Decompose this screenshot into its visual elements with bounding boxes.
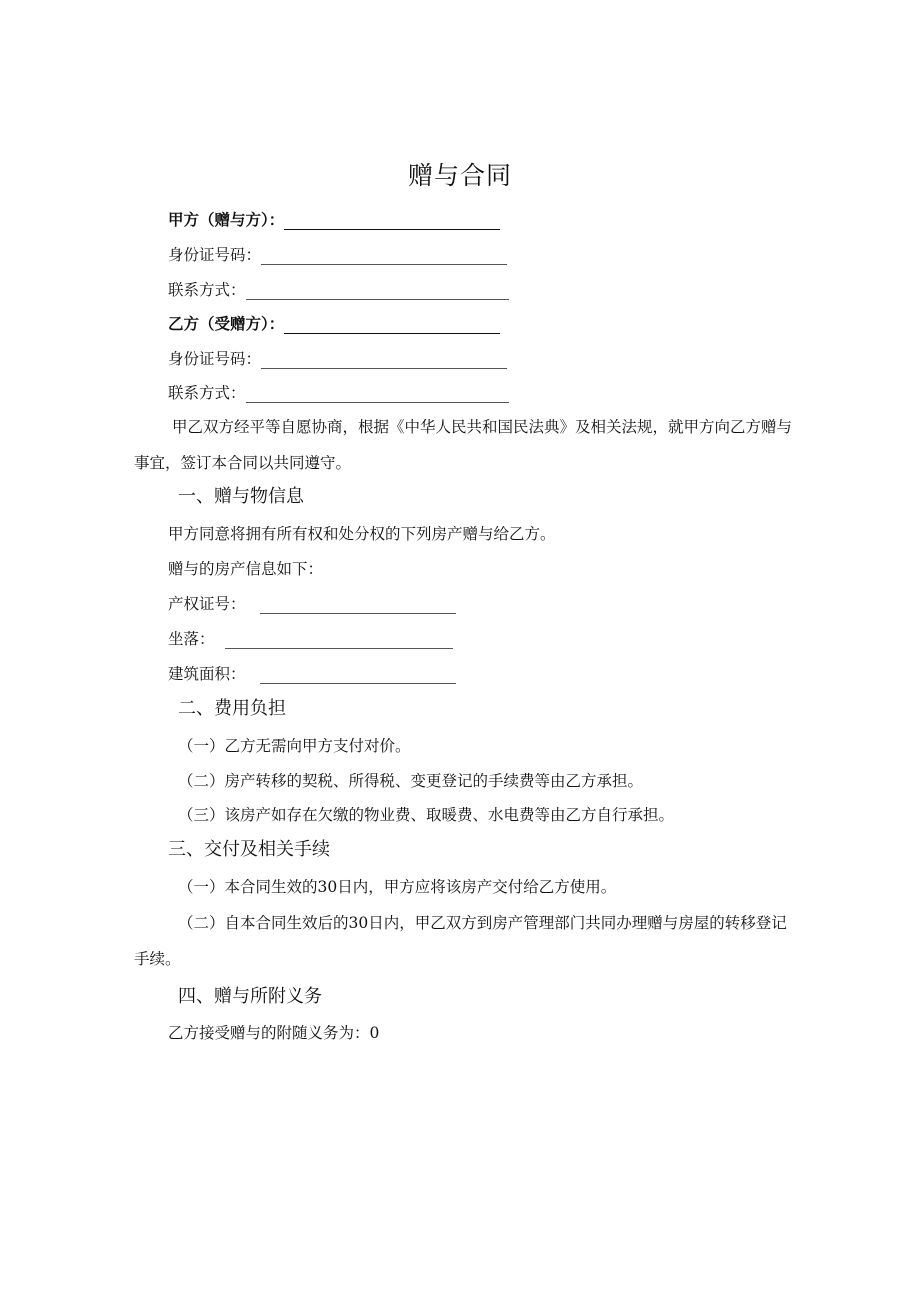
section-3-item: （二）自本合同生效后的30日内，甲乙双方到房产管理部门共同办理赠与房屋的转移登记手续。 [134, 914, 787, 968]
section-4-heading: 四、赠与所附义务 [178, 986, 322, 1007]
section-2-heading: 二、费用负担 [178, 698, 286, 719]
section-3-heading: 三、交付及相关手续 [168, 839, 330, 860]
location-field[interactable] [225, 630, 453, 649]
party-b-name-field[interactable] [284, 315, 500, 334]
party-b-id-row [168, 349, 507, 369]
section-4-paragraph: 乙方接受赠与的附随义务为：0 [168, 1024, 380, 1042]
party-a-contact-label: 联系方式： [168, 281, 246, 299]
party-a-label: 甲方（赠与方）： [168, 210, 285, 229]
section-1-heading: 一、赠与物信息 [178, 486, 304, 507]
section-2-item: （二）房产转移的契税、所得税、变更登记的手续费等由乙方承担。 [178, 772, 644, 790]
party-a-row [168, 210, 500, 230]
location-label: 坐落： [168, 630, 215, 648]
party-a-id-field[interactable] [261, 246, 507, 265]
section-2-item: （三）该房产如存在欠缴的物业费、取暖费、水电费等由乙方自行承担。 [178, 806, 675, 824]
party-b-label: 乙方（受赠方）： [168, 314, 285, 333]
area-label: 建筑面积： [168, 665, 246, 683]
party-a-contact-row [168, 280, 509, 300]
party-b-contact-label: 联系方式： [168, 384, 246, 402]
area-row [168, 664, 456, 684]
section-1-property-intro: 赠与的房产信息如下： [168, 560, 324, 578]
page-title: 赠与合同 [407, 161, 512, 190]
cert-number-field[interactable] [260, 595, 456, 614]
section-1-paragraph: 甲方同意将拥有所有权和处分权的下列房产赠与给乙方。 [168, 525, 556, 543]
party-b-id-field[interactable] [261, 350, 507, 369]
section-2-item: （一）乙方无需向甲方支付对价。 [178, 737, 411, 755]
area-field[interactable] [260, 665, 456, 684]
party-b-row [168, 314, 500, 334]
section-3-item: （一）本合同生效的30日内，甲方应将该房产交付给乙方使用。 [178, 878, 617, 896]
party-a-id-label: 身份证号码： [168, 246, 262, 264]
party-a-contact-field[interactable] [246, 281, 509, 300]
party-b-id-label: 身份证号码： [168, 350, 262, 368]
party-a-id-row [168, 245, 507, 265]
location-row [168, 629, 453, 649]
party-b-contact-row [168, 383, 509, 403]
cert-number-row [168, 594, 456, 614]
intro-paragraph: 甲乙双方经平等自愿协商，根据《中华人民共和国民法典》及相关法规，就甲方向乙方赠与事宜，签订本合同以共同遵守。 [134, 418, 793, 472]
party-a-name-field[interactable] [284, 211, 500, 230]
cert-number-label: 产权证号： [168, 595, 246, 613]
party-b-contact-field[interactable] [246, 384, 509, 403]
